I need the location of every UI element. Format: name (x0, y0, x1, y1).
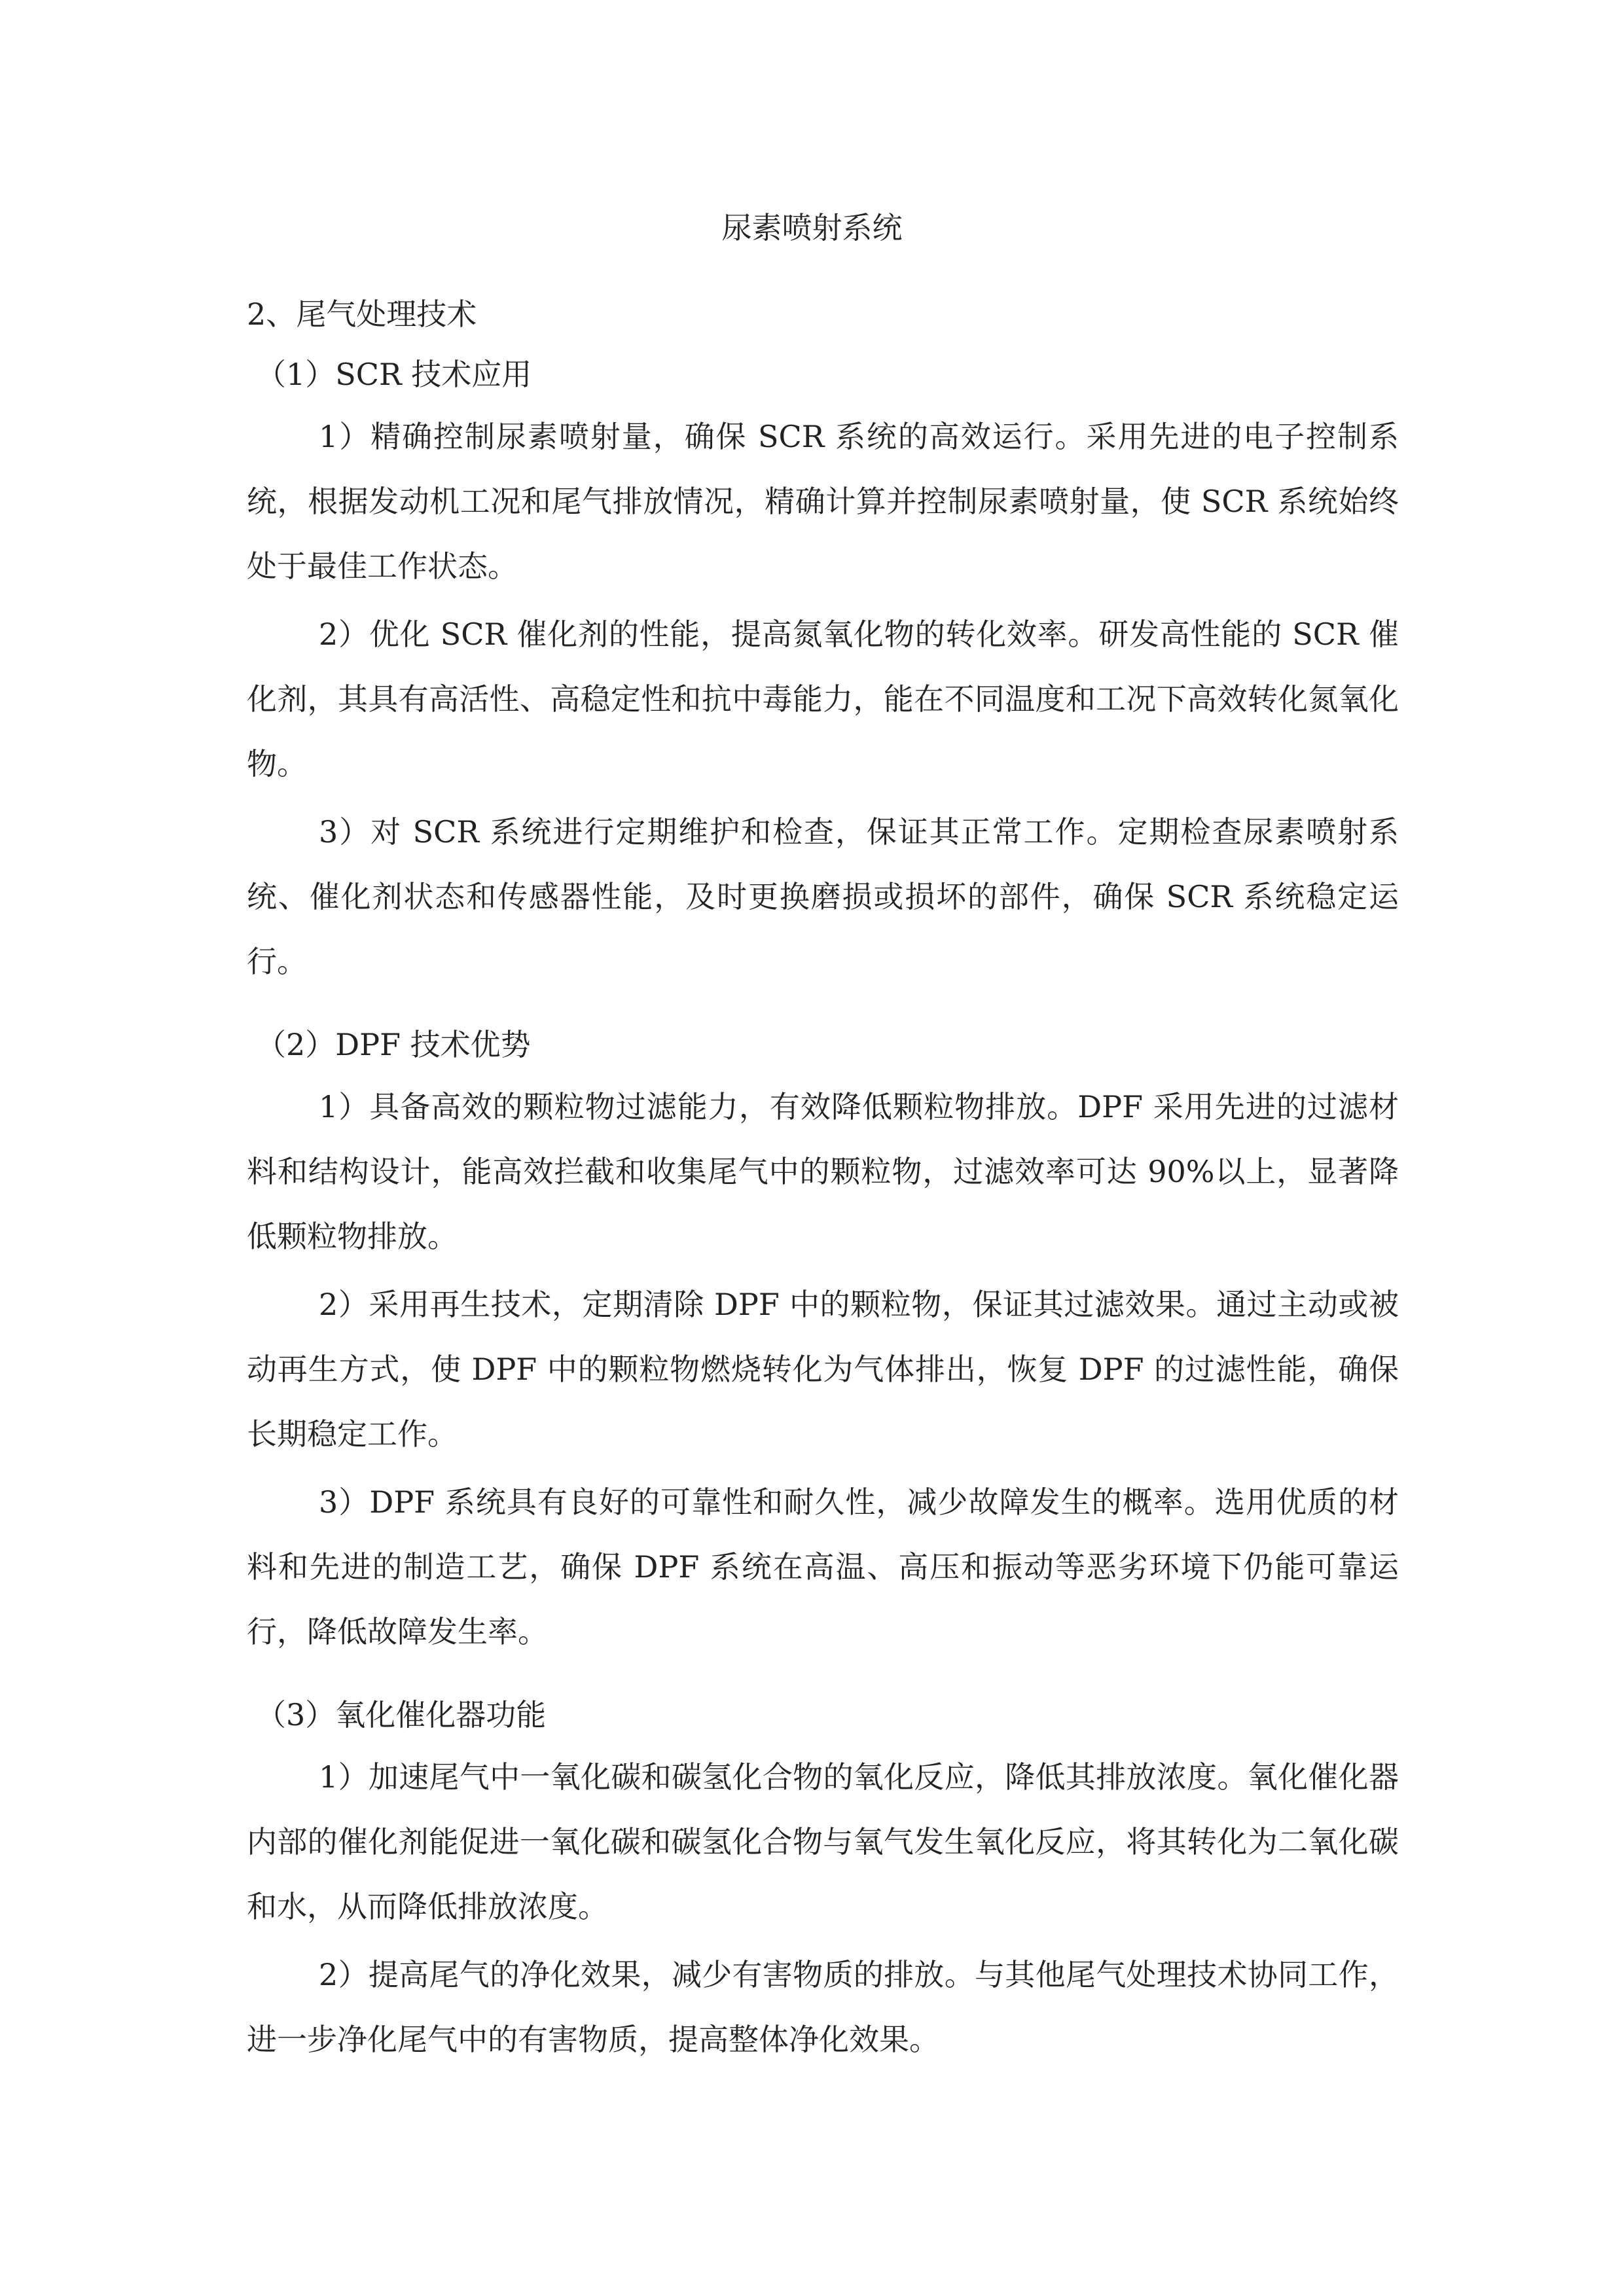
paragraph: 2）采用再生技术，定期清除 DPF 中的颗粒物，保证其过滤效果。通过主动或被动再生方式，使 DPF 中的颗粒物燃烧转化为气体排出，恢复 DPF 的过滤性能，确保长期稳定工作。 (247, 1287, 1399, 1452)
main-heading-block (247, 295, 1399, 334)
section-3-paragraph-1 (247, 1745, 1399, 1939)
section-heading: （1）SCR 技术应用 (256, 357, 532, 392)
section-2-paragraph-2 (247, 1272, 1399, 1467)
section-2-paragraph-1 (247, 1075, 1399, 1269)
section-3-heading-block (247, 1695, 1399, 1734)
page-title: 尿素喷射系统 (721, 210, 903, 245)
section-heading: （3）氧化催化器功能 (256, 1697, 547, 1732)
section-2-paragraph-3 (247, 1470, 1399, 1664)
section-heading: （2）DPF 技术优势 (256, 1027, 531, 1062)
section-1-paragraph-1 (247, 404, 1399, 599)
paragraph: 2）提高尾气的净化效果，减少有害物质的排放。与其他尾气处理技术协同工作，进一步净化尾气中的有害物质，提高整体净化效果。 (247, 1957, 1399, 2057)
paragraph: 2）优化 SCR 催化剂的性能，提高氮氧化物的转化效率。研发高性能的 SCR 催化剂，其具有高活性、高稳定性和抗中毒能力，能在不同温度和工况下高效转化氮氧化物。 (247, 617, 1399, 781)
section-heading-main: 2、尾气处理技术 (247, 296, 477, 332)
section-1-paragraph-2 (247, 602, 1399, 797)
paragraph: 3）对 SCR 系统进行定期维护和检查，保证其正常工作。定期检查尿素喷射系统、催化剂状态和传感器性能，及时更换磨损或损坏的部件，确保 SCR 系统稳定运行。 (247, 814, 1399, 979)
section-1-heading-block (247, 355, 1399, 394)
section-2-heading-block (247, 1025, 1399, 1064)
section-1-paragraph-3 (247, 800, 1399, 994)
paragraph: 1）加速尾气中一氧化碳和碳氢化合物的氧化反应，降低其排放浓度。氧化催化器内部的催化剂能促进一氧化碳和碳氢化合物与氧气发生氧化反应，将其转化为二氧化碳和水，从而降低排放浓度。 (247, 1759, 1399, 1924)
paragraph: 3）DPF 系统具有良好的可靠性和耐久性，减少故障发生的概率。选用优质的材料和先进的制造工艺，确保 DPF 系统在高温、高压和振动等恶劣环境下仍能可靠运行，降低故障发生率。 (247, 1484, 1399, 1649)
section-3-paragraph-2 (247, 1943, 1399, 2072)
paragraph: 1）具备高效的颗粒物过滤能力，有效降低颗粒物排放。DPF 采用先进的过滤材料和结构设计，能高效拦截和收集尾气中的颗粒物，过滤效率可达 90%以上，显著降低颗粒物排放。 (247, 1089, 1399, 1254)
paragraph: 1）精确控制尿素喷射量，确保 SCR 系统的高效运行。采用先进的电子控制系统，根据发动机工况和尾气排放情况，精确计算并控制尿素喷射量，使 SCR 系统始终处于最佳工作状态。 (247, 419, 1399, 584)
